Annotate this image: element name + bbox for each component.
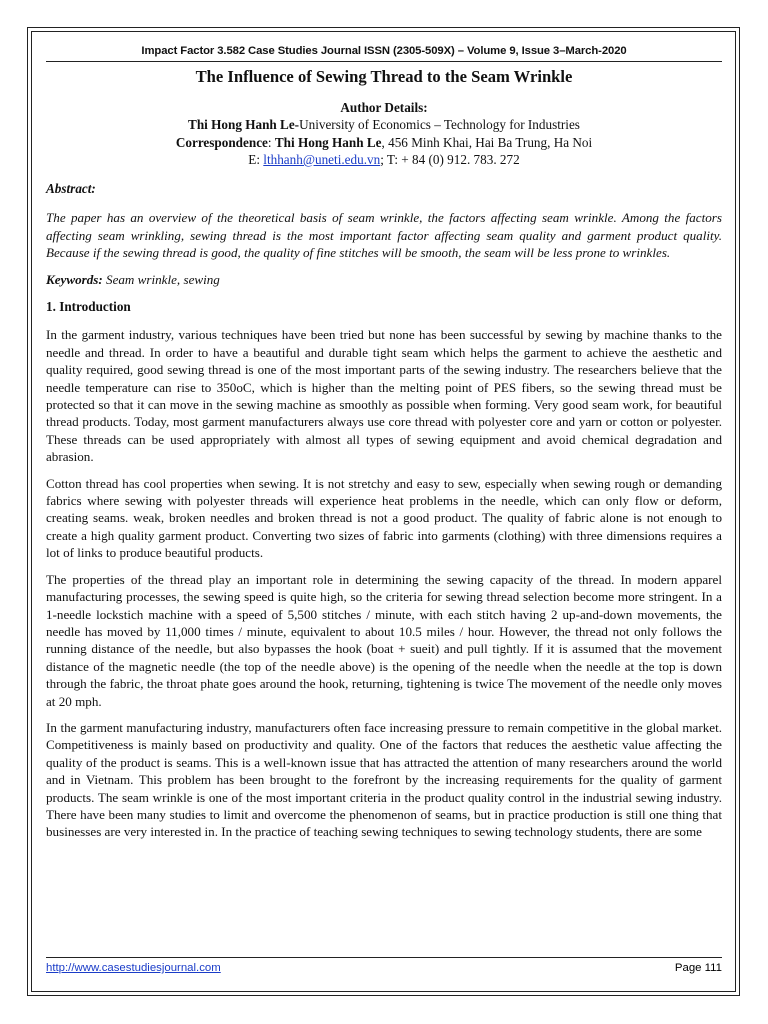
keywords-label: Keywords: xyxy=(46,272,103,288)
abstract-text: The paper has an overview of the theoretical basis of seam wrinkle, the factors affecting seam wrinkle. Among the factors affecting seam wrinkling, sewing thread is the most important factor affecting seam quality and garment product quality. Because if the sewing thread is good, the quality of fine stitches will be smooth, the seam will be less prone to wrinkles. xyxy=(46,210,722,260)
paragraph: Cotton thread has cool properties when sewing. It is not stretchy and easy to sew, especially when sewing rough or demanding fabrics where sewing with polyester threads will experience heat problems in the needle, which can only flow or deform, creating seams. weak, broken needles and broken thread is not a good product. The quality of fabric alone is not enough to create a high quality garment product. Converting two sizes of fabric into garments (clothing) with three dimensions requires a lot of links to produce beautiful products. xyxy=(46,475,722,561)
keywords-text: Seam wrinkle, sewing xyxy=(102,272,220,288)
page-footer xyxy=(46,957,722,974)
phone-number: ; T: + 84 (0) 912. 783. 272 xyxy=(380,151,520,167)
abstract-heading: Abstract: xyxy=(46,181,96,197)
correspondence-name: Thi Hong Hanh Le xyxy=(274,134,382,150)
email-link[interactable]: lthhanh@uneti.edu.vn xyxy=(263,151,381,167)
journal-url-link[interactable]: http://www.casestudiesjournal.com xyxy=(46,962,221,974)
author-line xyxy=(46,116,722,133)
author-heading: Author Details: xyxy=(340,100,428,115)
keywords-line xyxy=(46,272,722,288)
contact-line xyxy=(46,151,722,168)
section-heading-introduction: 1. Introduction xyxy=(46,299,131,315)
paper-title: The Influence of Sewing Thread to the Seam Wrinkle xyxy=(195,67,573,86)
email-prefix: E: xyxy=(248,151,264,167)
correspondence-line xyxy=(46,134,722,151)
correspondence-label: Correspondence xyxy=(175,134,268,150)
paragraph: In the garment industry, various techniques have been tried but none has been successful by sewing by machine thanks to the needle and thread. In order to have a beautiful and durable tight seam which helps the garment to achieve the aesthetic and quality required, good sewing thread is one of the most important parts of the sewing industry. The researchers believe that the needle temperature can rise to 350oC, which is higher than the melting point of PES fibers, so the sewing thread must be protected so that it can move in the sewing machine as smoothly as possible when forming. Very good seam work, for beautiful thread products. Today, most garment manufacturers always use core thread with polyester core and yarn or cotton or polyester. These threads can be used appropriately with almost all types of sewing equipment and avoid chemical degradation and abrasion. xyxy=(46,327,722,465)
paragraph: The properties of the thread play an important role in determining the sewing capacity of the thread. In modern apparel manufacturing processes, the sewing speed is quite high, so the criteria for sewing thread selection become more stringent. In a 1-needle lockstich machine with a speed of 5,500 stitches / minute, with each stitch having 2 up-and-down movements, the needle has moved by 11,000 times / minute, equivalent to about 10.5 miles / hour. However, the thread not only follows the running distance of the needle, but also bypasses the hook (boat + sueit) and pull tightly. If it is assumed that the movement distance of the magnetic needle (the top of the needle above) is the opening of the needle when the needle at the top is down through the fabric, the throat phate goes around the hook, returning, tightening is twice The movement of the needle only moves at 20 mph. xyxy=(46,571,722,709)
correspondence-address: , 456 Minh Khai, Hai Ba Trung, Ha Noi xyxy=(381,134,593,150)
paper-page xyxy=(46,40,722,850)
journal-header: Impact Factor 3.582 Case Studies Journal ISSN (2305-509X) – Volume 9, Issue 3–March-2020 xyxy=(46,45,722,62)
author-name: Thi Hong Hanh Le- xyxy=(188,117,300,133)
paragraph: In the garment manufacturing industry, manufacturers often face increasing pressure to remain competitive in the global market. Competitiveness is mainly based on productivity and quality. One of the factors that reduces the aesthetic value affecting the quality of the product is seams. This is a well-known issue that has attracted the attention of many researchers around the world and in Vietnam. This problem has been brought to the forefront by the increasing requirements for the quality of garment products. The seam wrinkle is one of the most important criteria in the product quality control in the industrial sewing industry. There have been many studies to limit and overcome the phenomenon of seams, but in practice production is still one thing that businesses are very interested in. In the practice of teaching sewing techniques to sewing technology students, there are some xyxy=(46,719,722,840)
page-number: Page 111 xyxy=(674,962,722,974)
correspondence-colon: : xyxy=(267,134,275,150)
author-affiliation: University of Economics – Technology for Industries xyxy=(299,117,580,133)
